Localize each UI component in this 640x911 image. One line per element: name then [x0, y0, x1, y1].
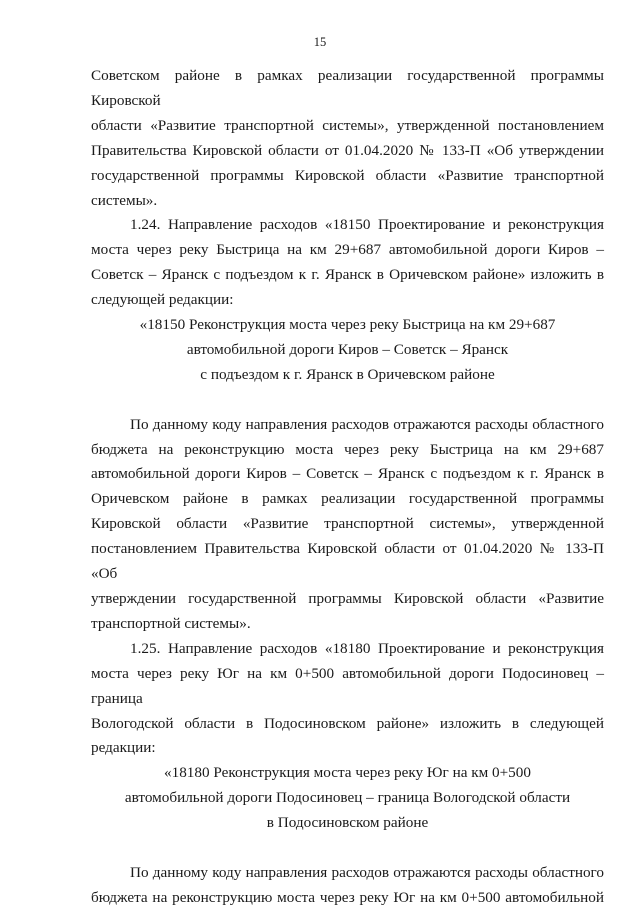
text-line: следующей редакции:	[91, 291, 234, 309]
paragraph-continuation	[91, 64, 604, 213]
text-line: Оричевском районе в рамках реализации государственной программы	[91, 490, 604, 508]
text-line: Советском районе в рамках реализации государственной программы Кировской	[91, 67, 604, 109]
heading-line: автомобильной дороги Киров – Советск – Яранск	[186, 340, 509, 358]
text-line: бюджета на реконструкцию моста через реку Юг на км 0+500 автомобильной	[91, 888, 604, 906]
text-line: 1.24. Направление расходов «18150 Проектирование и реконструкция	[130, 216, 604, 234]
heading-line: с подъездом к г. Яранск в Оричевском районе	[200, 365, 495, 383]
text-line: утверждении государственной программы Кировской области «Развитие	[91, 590, 604, 608]
text-line: государственной программы Кировской области «Развитие транспортной	[91, 166, 604, 184]
paragraph-description-18150	[91, 413, 604, 637]
paragraph-item-1-25	[91, 637, 604, 762]
text-line: Правительства Кировской области от 01.04.2020 № 133-П «Об утверждении	[91, 141, 604, 159]
text-line: Кировской области «Развитие транспортной системы», утвержденной	[91, 515, 604, 533]
heading-line: в Подосиновском районе	[266, 814, 429, 832]
text-line: транспортной системы».	[91, 614, 251, 632]
text-line: редакции:	[91, 739, 156, 757]
spacer	[91, 836, 604, 861]
text-line: постановлением Правительства Кировской области от 01.04.2020 № 133-П «Об	[91, 540, 604, 583]
spacer	[91, 388, 604, 413]
heading-18180	[91, 761, 604, 836]
text-line: бюджета на реконструкцию моста через реку Быстрица на км 29+687	[91, 440, 604, 458]
text-line: области «Развитие транспортной системы», утвержденной постановлением	[91, 116, 604, 134]
text-line: Советск – Яранск с подъездом к г. Яранск в Оричевском районе» изложить в	[91, 266, 604, 284]
page-number: 15	[313, 35, 327, 49]
heading-line: автомобильной дороги Подосиновец – граница Вологодской области	[124, 789, 571, 807]
paragraph-item-1-24	[91, 213, 604, 313]
text-line: По данному коду направления расходов отражаются расходы областного	[130, 415, 604, 433]
paragraph-description-18180	[91, 861, 604, 911]
heading-line: «18180 Реконструкция моста через реку Юг на км 0+500	[164, 764, 531, 782]
heading-18150	[91, 313, 604, 388]
text-line: системы».	[91, 191, 158, 209]
text-line: моста через реку Быстрица на км 29+687 автомобильной дороги Киров –	[91, 241, 604, 259]
text-line: Вологодской области в Подосиновском районе» изложить в следующей	[91, 714, 604, 732]
text-line: По данному коду направления расходов отражаются расходы областного	[130, 863, 604, 881]
text-line: моста через реку Юг на км 0+500 автомобильной дороги Подосиновец – граница	[91, 664, 604, 707]
document-body	[91, 64, 604, 911]
text-line: 1.25. Направление расходов «18180 Проектирование и реконструкция	[130, 639, 604, 657]
text-line: автомобильной дороги Киров – Советск – Яранск с подъездом к г. Яранск в	[91, 465, 604, 483]
heading-line: «18150 Реконструкция моста через реку Быстрица на км 29+687	[139, 316, 556, 334]
